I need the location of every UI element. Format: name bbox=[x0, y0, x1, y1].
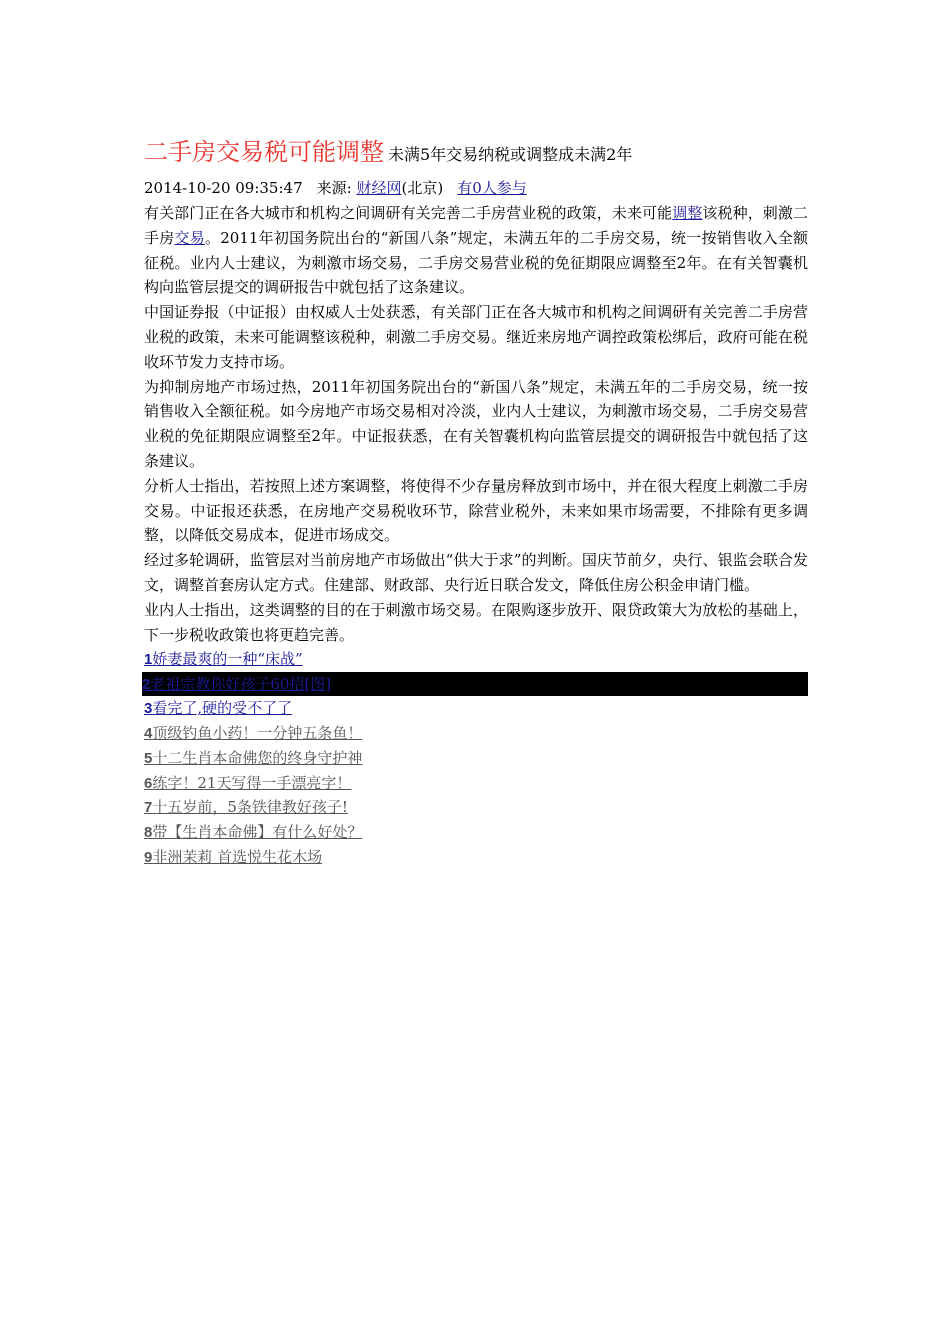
link-number: 4 bbox=[144, 724, 153, 742]
related-link-anchor[interactable] bbox=[142, 675, 331, 693]
paragraph-3: 为抑制房地产市场过热，2011年初国务院出台的“新国八条”规定，未满五年的二手房交易，统一按销售收入全额征税。如今房地产市场交易相对冷淡，业内人士建议，为刺激市场交易，二手房交易营业税的免征期限应调整至2年。中证报获悉，在有关智囊机构向监管层提交的调研报告中就包括了这条建议。 bbox=[144, 377, 808, 470]
related-link-9[interactable] bbox=[144, 845, 808, 870]
link-text: 练字！21天写得一手漂亮字！ bbox=[152, 773, 352, 792]
link-number: 7 bbox=[144, 799, 153, 817]
link-number: 8 bbox=[144, 824, 153, 842]
source-city: (北京) bbox=[401, 179, 444, 197]
source-label: 来源: bbox=[316, 179, 352, 197]
link-number: 3 bbox=[144, 700, 153, 718]
paragraph-text: 有关部门正在各大城市和机构之间调研有关完善二手房营业税的政策，未来可能 bbox=[144, 204, 673, 222]
related-link-anchor[interactable] bbox=[144, 823, 362, 841]
paragraph-text: 该税种，刺激二手房 bbox=[144, 204, 808, 247]
link-text: 带【生肖本命佛】有什么好处？ bbox=[152, 823, 363, 842]
participants-link[interactable]: 有0人参与 bbox=[457, 179, 527, 197]
related-link-5[interactable] bbox=[144, 746, 808, 771]
related-link-3[interactable] bbox=[144, 696, 808, 721]
related-link-anchor[interactable] bbox=[144, 724, 362, 742]
link-number: 2 bbox=[142, 676, 151, 694]
related-link-anchor[interactable] bbox=[144, 749, 362, 767]
article-meta bbox=[144, 176, 808, 201]
paragraph-5: 经过多轮调研，监管层对当前房地产市场做出“供大于求”的判断。国庆节前夕，央行、银监会联合发文，调整首套房认定方式。住建部、财政部、央行近日联合发文，降低住房公积金申请门槛。 bbox=[144, 551, 808, 594]
keyword-link-adjust[interactable]: 调整 bbox=[672, 204, 703, 222]
related-link-1[interactable] bbox=[144, 647, 808, 672]
link-number: 1 bbox=[144, 651, 153, 669]
paragraph-2: 中国证券报（中证报）由权威人士处获悉，有关部门正在各大城市和机构之间调研有关完善二手房营业税的政策，未来可能调整该税种，刺激二手房交易。继近来房地产调控政策松绑后，政府可能在税收环节发力支持市场。 bbox=[144, 303, 808, 371]
related-link-anchor[interactable] bbox=[144, 650, 303, 668]
related-link-4[interactable] bbox=[144, 721, 808, 746]
related-link-anchor[interactable] bbox=[144, 848, 322, 866]
link-text: 十五岁前，5条铁律教好孩子! bbox=[152, 798, 348, 817]
article bbox=[144, 132, 808, 870]
publish-datetime: 2014-10-20 09:35:47 bbox=[144, 179, 303, 197]
link-text: 十二生肖本命佛您的终身守护神 bbox=[152, 748, 363, 767]
paragraph-text: 。2011年初国务院出台的“新国八条”规定，未满五年的二手房交易，统一按销售收入全额征税。业内人士建议，为刺激市场交易，二手房交易营业税的免征期限应调整至2年。在有关智囊机构向监管层提交的调研报告中就包括了这条建议。 bbox=[144, 228, 808, 297]
link-text: 老祖宗教你好孩子60招[图] bbox=[150, 675, 332, 694]
link-number: 9 bbox=[144, 848, 153, 866]
related-link-8[interactable] bbox=[144, 820, 808, 845]
source-link[interactable]: 财经网 bbox=[356, 179, 402, 197]
related-link-6[interactable] bbox=[144, 771, 808, 796]
link-text: 顶级钓鱼小药！一分钟五条鱼！ bbox=[152, 723, 363, 742]
link-text: 看完了,硬的受不了了 bbox=[152, 699, 293, 718]
headline-title: 二手房交易税可能调整 bbox=[144, 138, 384, 166]
related-link-anchor[interactable] bbox=[144, 699, 292, 717]
link-number: 5 bbox=[144, 749, 153, 767]
link-number: 6 bbox=[144, 774, 153, 792]
paragraph-6: 业内人士指出，这类调整的目的在于刺激市场交易。在限购逐步放开、限贷政策大为放松的基础上，下一步税收政策也将更趋完善。 bbox=[144, 600, 808, 644]
link-text: 非洲茉莉 首选悦生花木场 bbox=[152, 847, 323, 866]
keyword-link-trade[interactable]: 交易 bbox=[174, 228, 205, 247]
related-links bbox=[144, 647, 808, 869]
headline-subtitle: 未满5年交易纳税或调整成未满2年 bbox=[388, 145, 633, 164]
related-link-anchor[interactable] bbox=[144, 798, 348, 816]
paragraph-4: 分析人士指出，若按照上述方案调整，将使得不少存量房释放到市场中，并在很大程度上刺激二手房交易。中证报还获悉，在房地产交易税收环节，除营业税外，未来如果市场需要，不排除有更多调整，以降低交易成本，促进市场成交。 bbox=[144, 476, 808, 545]
related-link-anchor[interactable] bbox=[144, 774, 351, 792]
related-link-2[interactable] bbox=[142, 672, 808, 696]
paragraph-1 bbox=[144, 201, 808, 300]
link-text: 娇妻最爽的一种“床战” bbox=[152, 650, 303, 669]
headline bbox=[144, 132, 808, 172]
related-link-7[interactable] bbox=[144, 795, 808, 820]
